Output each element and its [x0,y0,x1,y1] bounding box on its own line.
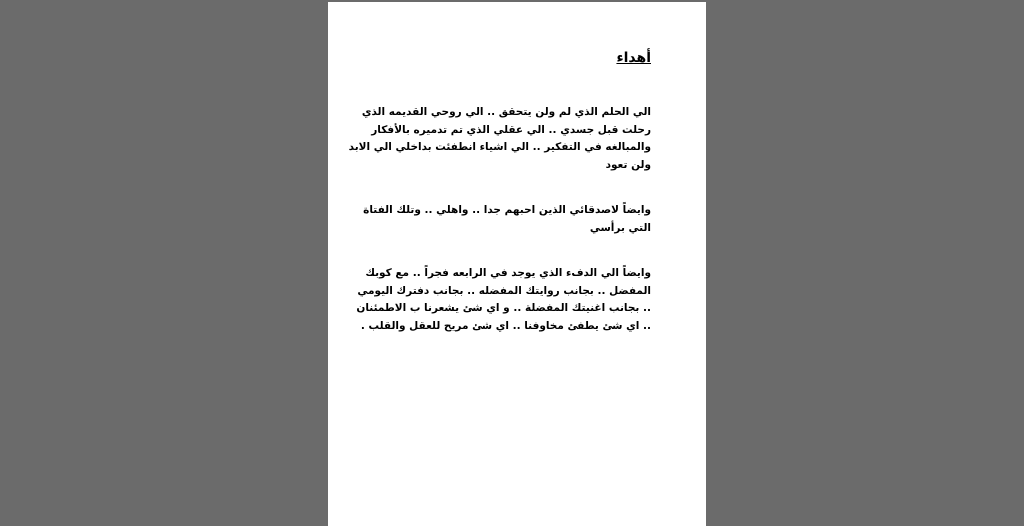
page-content [348,46,651,363]
paragraph-line: التي برأسي [589,221,651,234]
dedication-paragraph-2 [363,202,651,237]
paragraph-line: وايضاً الي الدفء الذي يوجد في الرابعه فجراً .. مع كوبك [365,267,651,279]
dedication-paragraph-3 [356,265,651,335]
paragraph-line: .. بجانب اغنيتك المفضلة .. و اي شئ يشعرنا ب الاطمئنان [356,302,651,314]
paragraph-line: .. اي شئ يطفئ مخاوفنا .. اي شئ مريح للعقل والقلب . [360,319,651,332]
dedication-paragraph-1 [348,104,651,174]
paragraph-line: المفضل .. بجانب روايتك المفضله .. بجانب دفترك اليومي [357,284,651,297]
paragraph-line: وايضاً لاصدقائي الذين احبهم جدا .. واهلي .. وتلك الفتاة [363,204,651,216]
dedication-title: أهداء [616,50,651,66]
paragraph-line: والمبالغه في التفكير .. الي اشياء انطفئت بداخلي الي الابد [348,141,651,153]
paragraph-line: الي الحلم الذي لم ولن يتحقق .. الي روحي القديمه الذي [361,106,651,118]
document-page [328,2,706,526]
paragraph-line: رحلت قبل جسدي .. الي عقلي الذي تم تدميره بالأفكار [371,123,651,136]
paragraph-line: ولن تعود [605,158,651,171]
